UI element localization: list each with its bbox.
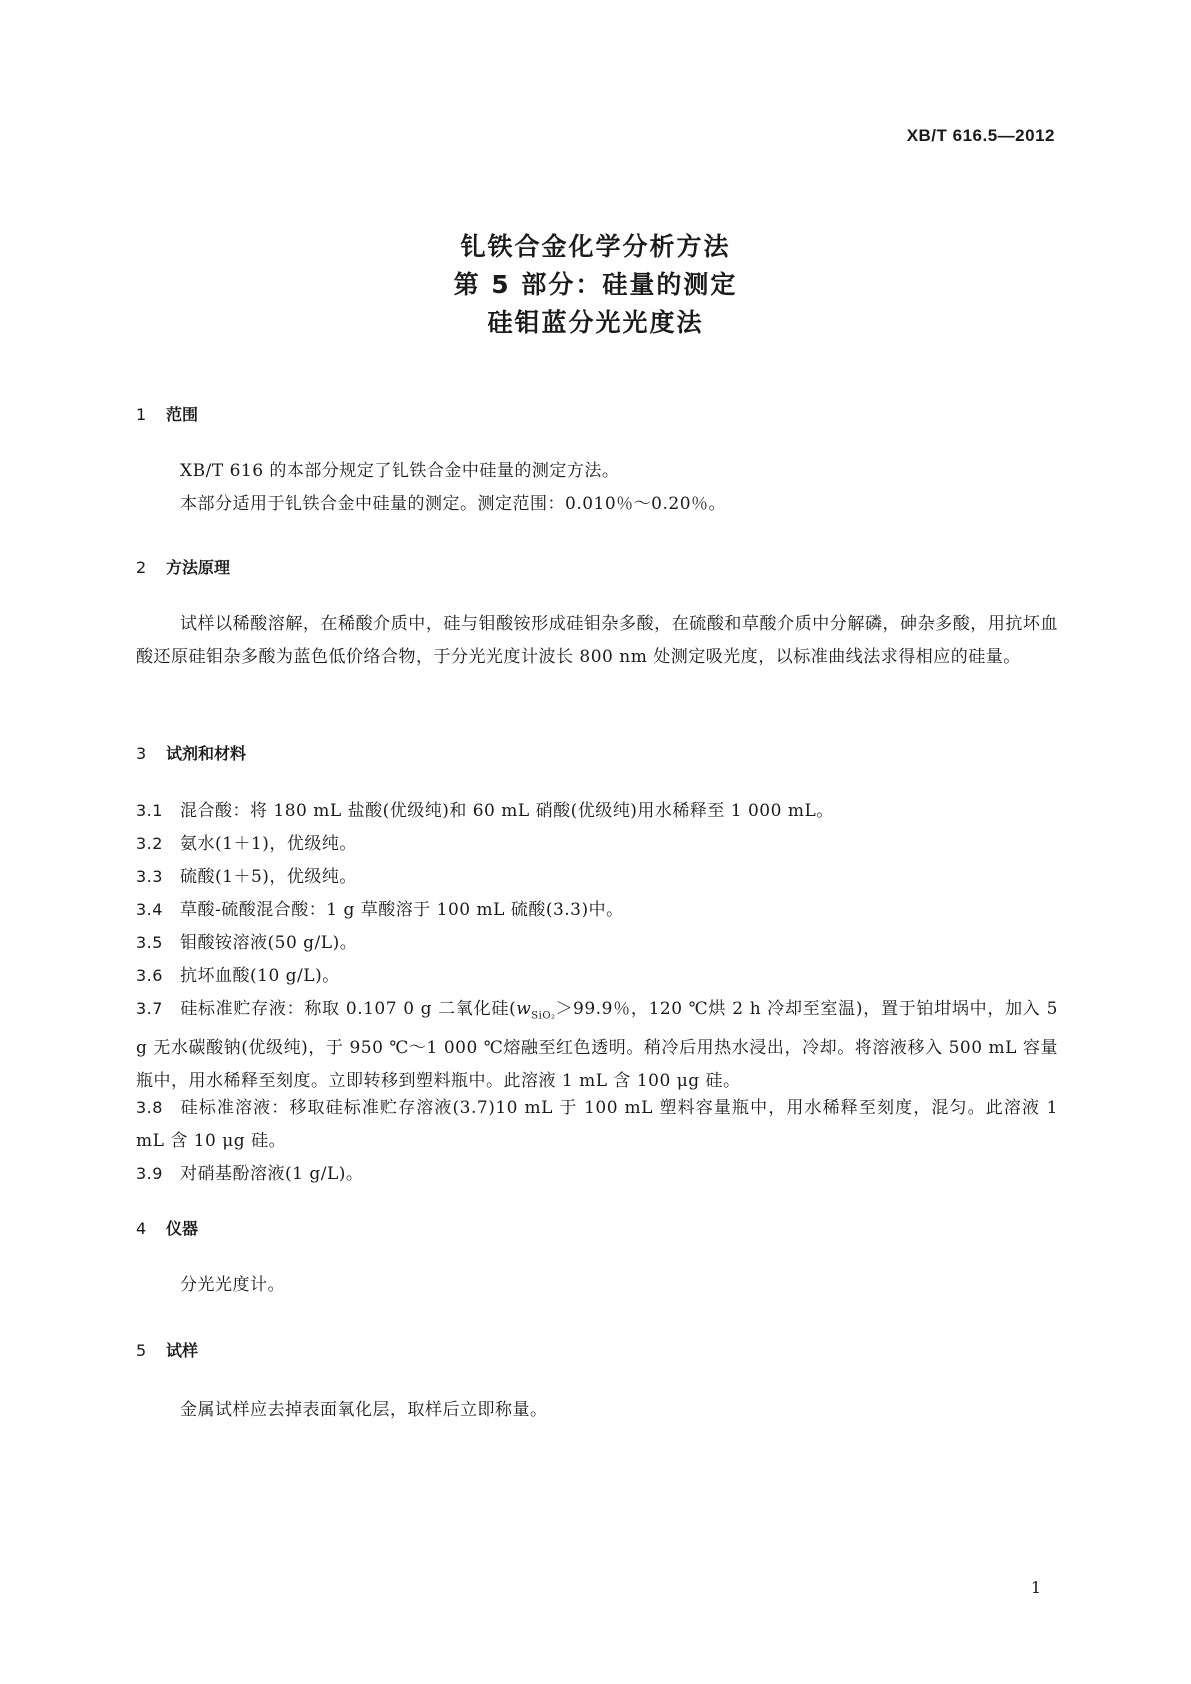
section-1-heading: [136, 402, 198, 425]
section-1-paragraph-1: XB/T 616 的本部分规定了钆铁合金中硅量的测定方法。: [180, 461, 620, 481]
reagent-item: 3.4 草酸-硫酸混合酸：1 g 草酸溶于 100 mL 硫酸(3.3)中。: [136, 900, 624, 920]
section-title: 范围: [166, 405, 199, 424]
mass-fraction-subscript: SiO₂: [531, 1010, 556, 1022]
standard-code: XB/T 616.5—2012: [906, 126, 1055, 145]
title-line-2: 第 5 部分：硅量的测定: [453, 270, 738, 299]
section-4-paragraph: 分光光度计。: [180, 1275, 285, 1295]
document-title: [0, 228, 1191, 342]
section-number: 2: [136, 558, 147, 577]
reagent-item: 3.5 钼酸铵溶液(50 g/L)。: [136, 933, 358, 953]
reagent-item: 3.8 硅标准溶液：移取硅标准贮存溶液(3.7)10 mL 于 100 mL 塑料容量瓶中，用水稀释至刻度，混匀。此溶液 1 mL 含 10 μg 硅。: [136, 1098, 1058, 1151]
title-line-1: 钆铁合金化学分析方法: [460, 232, 731, 261]
reagent-item: 3.3 硫酸(1＋5)，优级纯。: [136, 867, 357, 887]
section-number: 3: [136, 744, 147, 763]
section-title: 仪器: [166, 1219, 199, 1238]
title-line-3: 硅钼蓝分光光度法: [487, 308, 704, 337]
reagent-item: 3.2 氨水(1＋1)，优级纯。: [136, 834, 357, 854]
section-number: 4: [136, 1219, 147, 1238]
reagent-item: 3.7 硅标准贮存液：称取 0.107 0 g 二氧化硅($w_{SiO_2}>99.9$％，120 ℃烘 2 h 冷却至室温)，置于铂坩埚中，加入 5 g 无水碳酸钠(优级纯)，于 950 ℃～1 000 ℃熔融至红色透明。稍冷后用热水浸出，冷却。将溶液移入 500 mL 容量瓶中，用水稀释至刻度。立即转移到塑料瓶中。此溶液 1 mL 含 100 μg 硅。: [136, 999, 1058, 1092]
section-5-heading: [136, 1338, 198, 1361]
section-2-paragraph: 试样以稀酸溶解，在稀酸介质中，硅与钼酸铵形成硅钼杂多酸，在硫酸和草酸介质中分解磷，砷杂多酸，用抗坏血酸还原硅钼杂多酸为蓝色低价络合物，于分光光度计波长 800 nm 处测定吸光度，以标准曲线法求得相应的硅量。: [136, 614, 1058, 667]
section-2-heading: [136, 555, 230, 578]
section-title: 试样: [166, 1341, 199, 1360]
section-title: 方法原理: [166, 558, 231, 577]
reagent-item: 3.1 混合酸：将 180 mL 盐酸(优级纯)和 60 mL 硝酸(优级纯)用水稀释至 1 000 mL。: [136, 801, 834, 821]
reagent-item: 3.9 对硝基酚溶液(1 g/L)。: [136, 1164, 364, 1184]
section-3-heading: [136, 741, 246, 764]
reagent-item: 3.6 抗坏血酸(10 g/L)。: [136, 966, 340, 986]
section-title: 试剂和材料: [166, 744, 247, 763]
page-number: 1: [1030, 1578, 1041, 1597]
section-1-paragraph-2: 本部分适用于钆铁合金中硅量的测定。测定范围：0.010％～0.20％。: [180, 494, 727, 514]
section-5-paragraph: 金属试样应去掉表面氧化层，取样后立即称量。: [180, 1400, 548, 1420]
section-4-heading: [136, 1216, 198, 1239]
section-number: 5: [136, 1341, 147, 1360]
mass-fraction-symbol: w: [516, 999, 532, 1019]
section-number: 1: [136, 405, 147, 424]
